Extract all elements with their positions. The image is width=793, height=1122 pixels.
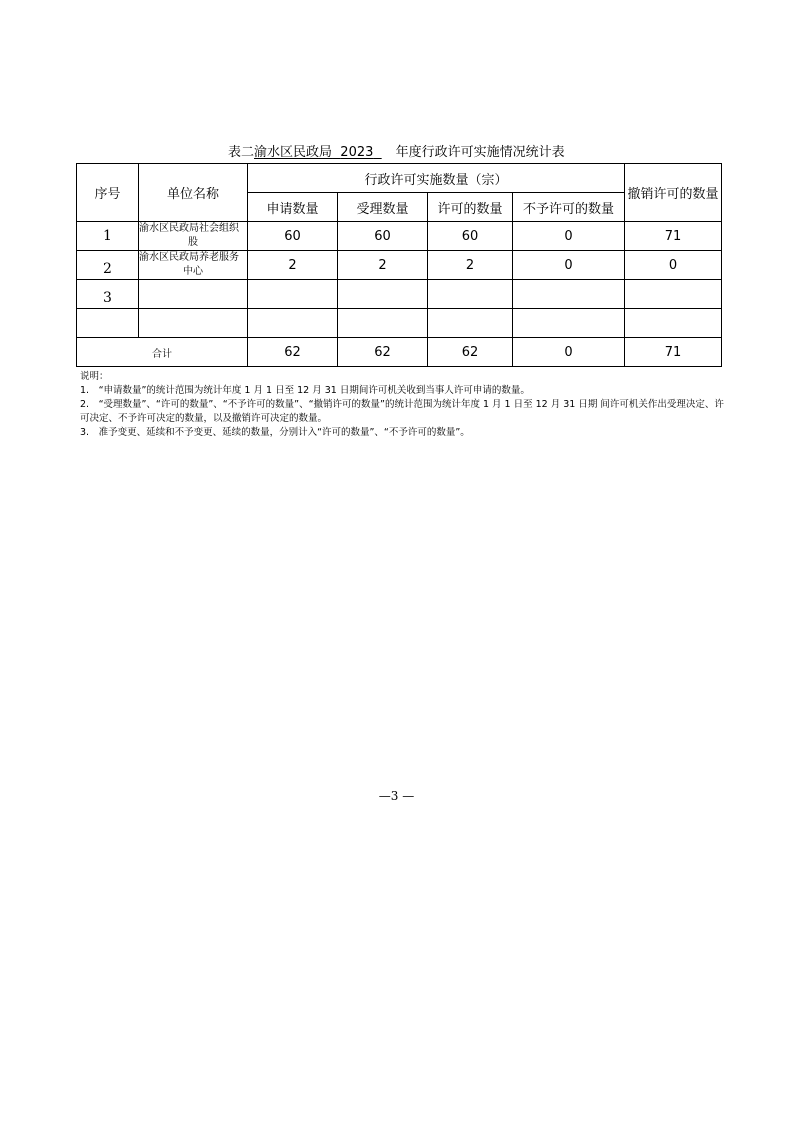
title-suffix: 年度行政许可实施情况统计表	[395, 145, 565, 160]
note-item: 3. 准予变更、延续和不予变更、延续的数量，分别计入“许可的数量”、“不予许可的数量”。	[80, 427, 470, 438]
note-item: 1. “申请数量”的统计范围为统计年度 1 月 1 日至 12 月 31 日期间许可机关收到当事人许可申请的数量。	[80, 385, 530, 396]
title-unit: 渝水区民政局 2023	[254, 145, 374, 160]
note-item: 2. “受理数量”、“许可的数量”、“不予许可的数量”、“撤销许可的数量”的统计范围为统计年度 1 月 1 日至 12 月 31 日期 间许可机关作出受理决定、许可决定、不予许可决定的数量，以及撤销许可决定的数量。	[80, 399, 724, 424]
header-group: 行政许可实施数量（宗）	[248, 164, 625, 193]
row-revoked: 71	[625, 222, 722, 251]
row-seq: 3	[77, 280, 139, 309]
row-revoked	[625, 280, 722, 309]
row-accepted: 60	[338, 222, 428, 251]
total-not-permitted: 0	[513, 338, 625, 367]
total-revoked: 71	[625, 338, 722, 367]
header-accepted: 受理数量	[338, 193, 428, 222]
header-permitted: 许可的数量	[428, 193, 513, 222]
row-unit-name	[139, 309, 248, 338]
row-permitted: 60	[428, 222, 513, 251]
row-permitted: 2	[428, 251, 513, 280]
table-row	[77, 222, 722, 251]
row-revoked	[625, 309, 722, 338]
permit-statistics-table	[76, 163, 722, 367]
header-revoked: 撤销许可的数量	[625, 164, 722, 222]
row-unit-name: 渝水区民政局社会组织 股	[139, 222, 248, 251]
row-applied: 2	[248, 251, 338, 280]
row-not-permitted	[513, 309, 625, 338]
row-applied: 60	[248, 222, 338, 251]
row-unit-name	[139, 280, 248, 309]
row-seq: 1	[77, 222, 139, 251]
row-accepted	[338, 280, 428, 309]
header-row-1	[77, 164, 722, 193]
header-applied: 申请数量	[248, 193, 338, 222]
row-not-permitted: 0	[513, 251, 625, 280]
title-year: 2023	[340, 145, 374, 160]
notes-section	[80, 370, 730, 440]
row-not-permitted: 0	[513, 222, 625, 251]
total-label: 合计	[77, 338, 248, 367]
total-row	[77, 338, 722, 367]
header-unit-name: 单位名称	[139, 164, 248, 222]
row-applied	[248, 309, 338, 338]
document-title	[228, 141, 565, 160]
row-applied	[248, 280, 338, 309]
row-unit-name: 渝水区民政局养老服务 中心	[139, 251, 248, 280]
total-applied: 62	[248, 338, 338, 367]
row-accepted	[338, 309, 428, 338]
total-accepted: 62	[338, 338, 428, 367]
table-row	[77, 309, 722, 338]
header-not-permitted: 不予许可的数量	[513, 193, 625, 222]
row-permitted	[428, 280, 513, 309]
row-seq	[77, 309, 139, 338]
row-seq: 2	[77, 251, 139, 280]
table-row	[77, 251, 722, 280]
table-row	[77, 280, 722, 309]
title-prefix: 表二	[228, 145, 255, 160]
row-revoked: 0	[625, 251, 722, 280]
row-accepted: 2	[338, 251, 428, 280]
total-permitted: 62	[428, 338, 513, 367]
row-permitted	[428, 309, 513, 338]
notes-heading: 说明：	[80, 371, 109, 382]
row-not-permitted	[513, 280, 625, 309]
page-number: —3 —	[378, 789, 415, 803]
header-seq: 序号	[77, 164, 139, 222]
